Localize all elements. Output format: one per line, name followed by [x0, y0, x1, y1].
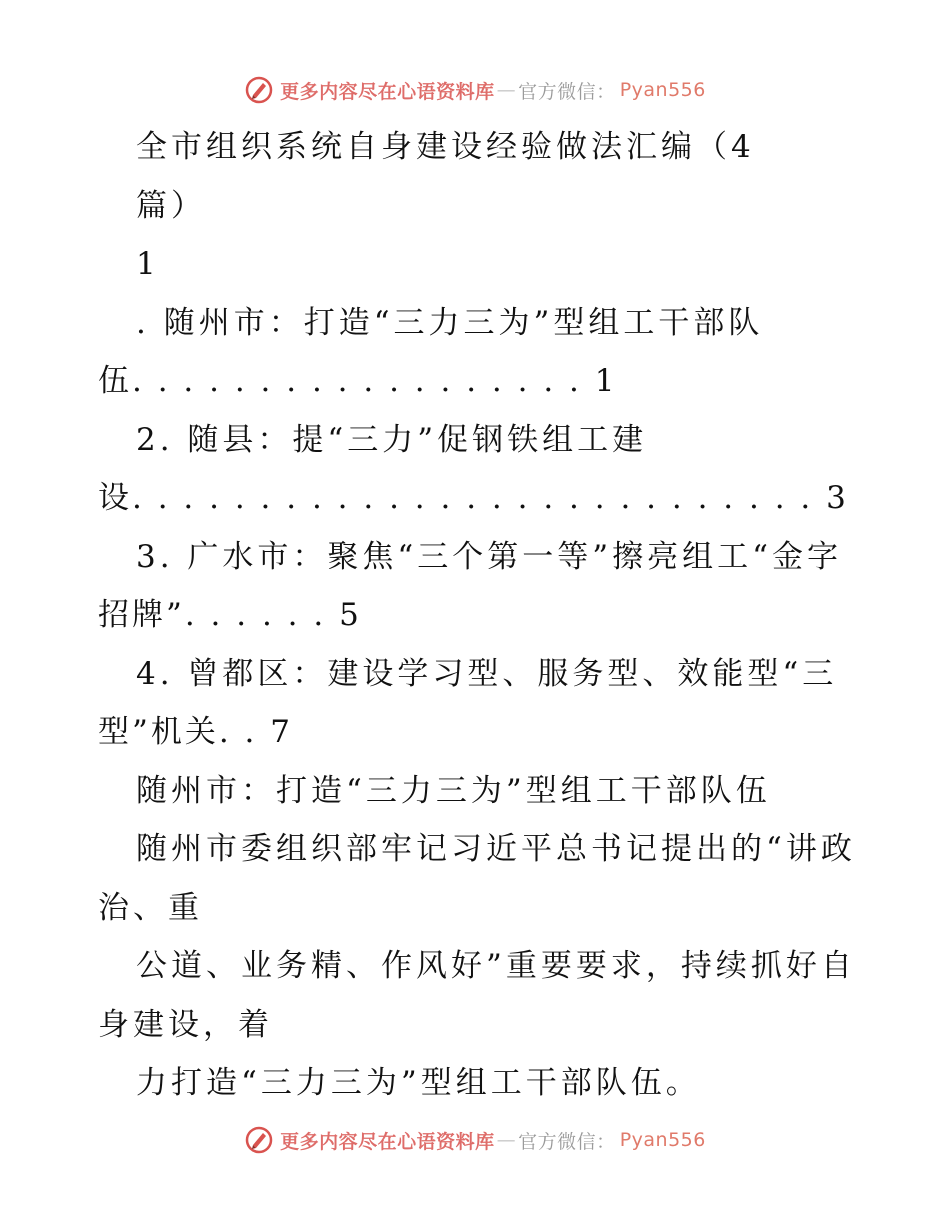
- toc-entry-2-page: 设. . . . . . . . . . . . . . . . . . . . . . . . . . . 3: [98, 480, 849, 516]
- paragraph-line: 治、重: [98, 889, 203, 926]
- toc-entry-2: 2. 随县：提“三力”促钢铁组工建: [136, 421, 648, 458]
- watermark-subtitle: 官方微信：: [518, 1130, 616, 1153]
- watermark-separator: —: [496, 79, 517, 101]
- pen-logo-icon: [244, 75, 274, 105]
- footer-watermark: [0, 1120, 950, 1160]
- watermark-wechat-id: Pyan556: [619, 1129, 706, 1151]
- watermark-subtitle: 官方微信：: [518, 80, 616, 103]
- watermark-main-text: 更多内容尽在心语资料库: [280, 80, 495, 103]
- paragraph-line: 力打造“三力三为”型组工干部队伍。: [136, 1065, 701, 1101]
- text-line: 全市组织系统自身建设经验做法汇编（4: [136, 129, 755, 165]
- text-line: 篇）: [136, 187, 206, 224]
- watermark-separator: —: [496, 1129, 517, 1151]
- watermark-wechat-id: Pyan556: [619, 79, 706, 101]
- section-title: 随州市：打造“三力三为”型组工干部队伍: [136, 772, 771, 809]
- toc-entry-1-page: 伍. . . . . . . . . . . . . . . . . . 1: [98, 363, 618, 399]
- text-line: 1: [136, 246, 160, 282]
- pen-logo-icon: [244, 1125, 274, 1155]
- document-body: [98, 118, 858, 1113]
- toc-entry-1: . 随州市：打造“三力三为”型组工干部队: [136, 304, 764, 341]
- paragraph-line: 公道、业务精、作风好”重要要求，持续抓好自: [136, 948, 856, 984]
- paragraph-line: 身建设，着: [98, 1006, 273, 1043]
- header-watermark: [0, 70, 950, 110]
- toc-entry-4: 4. 曾都区：建设学习型、服务型、效能型“三: [136, 655, 838, 692]
- toc-entry-3-page: 招牌”. . . . . . 5: [98, 597, 362, 633]
- toc-entry-3: 3. 广水市：聚焦“三个第一等”擦亮组工“金字: [136, 538, 842, 575]
- watermark-main-text: 更多内容尽在心语资料库: [280, 1130, 495, 1153]
- toc-entry-4-page: 型”机关. . 7: [98, 714, 293, 750]
- paragraph-line: 随州市委组织部牢记习近平总书记提出的“讲政: [136, 831, 856, 867]
